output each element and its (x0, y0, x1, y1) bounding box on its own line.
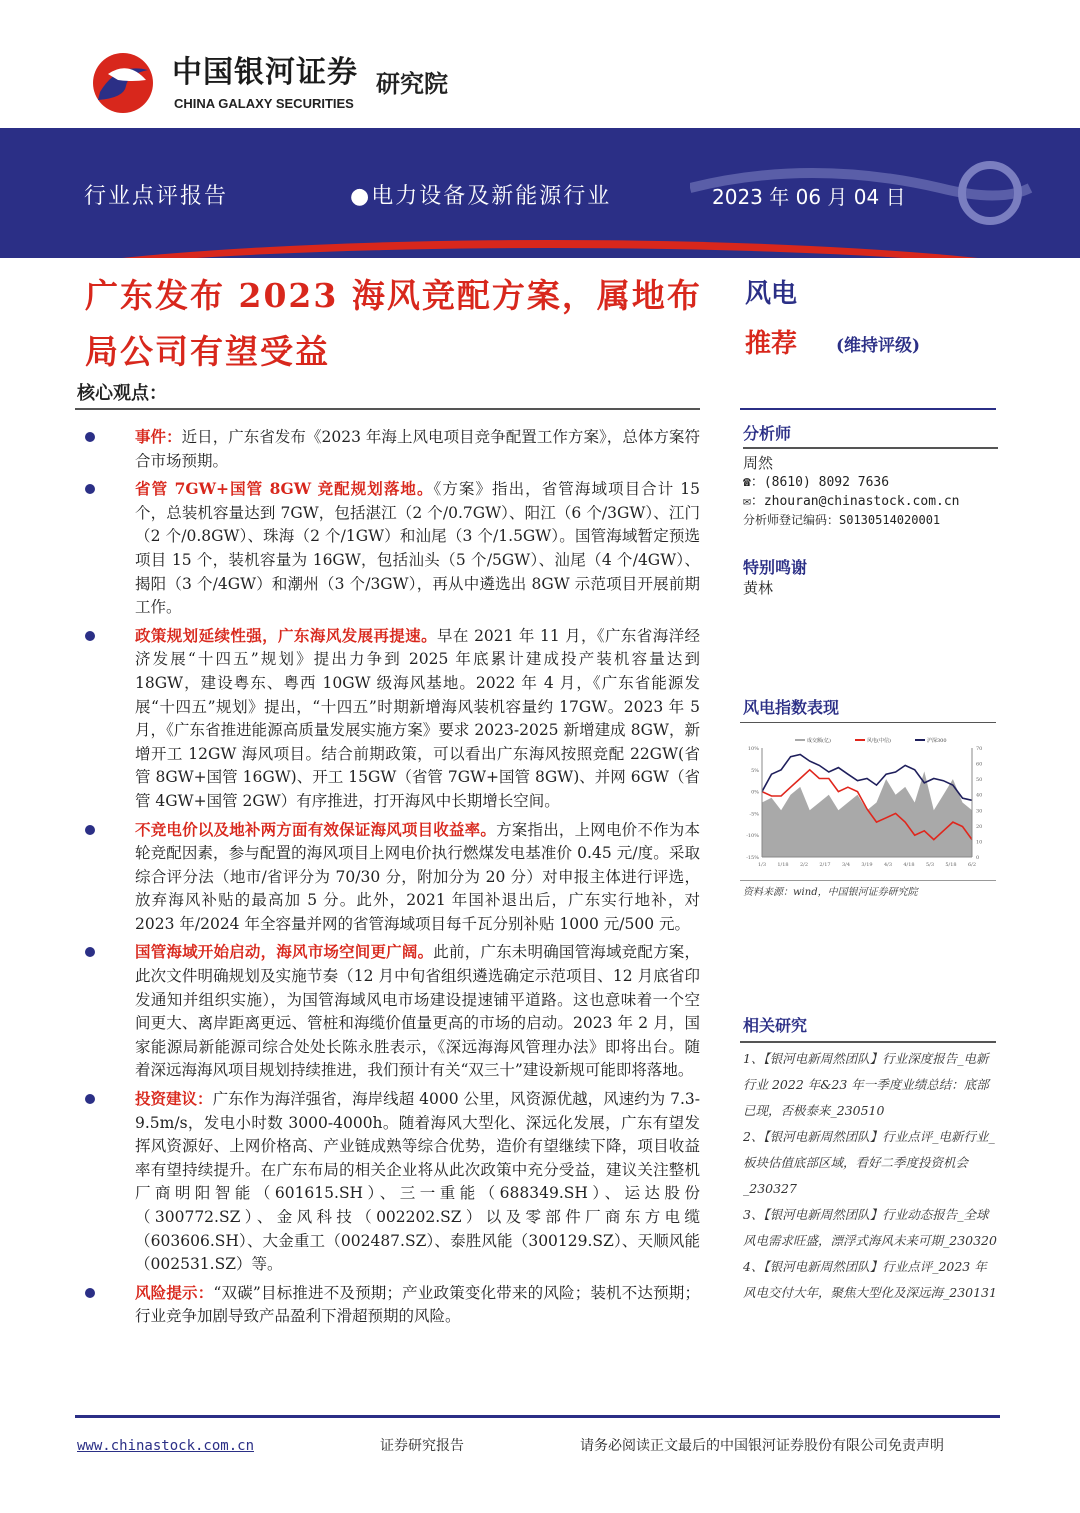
thanks-heading: 特别鸣谢 (743, 558, 808, 577)
core-view-item (85, 624, 700, 814)
wind-index-chart (740, 732, 998, 877)
y-right-tick: 10 (976, 839, 983, 846)
red-curve (0, 240, 1080, 258)
y-left-tick: -5% (749, 811, 759, 818)
rating-note: (维持评级) (836, 336, 921, 356)
bullet-icon (85, 1094, 95, 1104)
legend-label: 风电(中信) (867, 738, 891, 744)
y-right-tick: 60 (976, 761, 983, 768)
related-item[interactable]: 2、【银河电新周然团队】行业点评_电新行业_板块估值底部区域，看好二季度投资机会_230327 (743, 1129, 995, 1196)
core-views-label: 核心观点： (77, 383, 167, 404)
analyst-phone: ：(8610) 8092 7636 (750, 475, 890, 490)
divider (75, 408, 700, 410)
chart-heading: 风电指数表现 (743, 698, 840, 717)
bullet-icon (85, 947, 95, 957)
footer-disclaimer: 请务必阅读正文最后的中国银河证券股份有限公司免责声明 (580, 1438, 944, 1454)
y-left-tick: 0% (751, 789, 759, 796)
x-tick: 2/2 (799, 862, 809, 868)
item-lead: 政策规划延续性强，广东海风发展再提速。 (135, 625, 437, 645)
item-lead: 风险提示： (135, 1282, 214, 1302)
bullet-icon (85, 432, 95, 442)
core-view-item (85, 477, 700, 620)
related-list (743, 1046, 998, 1306)
divider (743, 447, 998, 449)
item-lead: 国管海域开始启动，海风市场空间更广阔。 (135, 942, 434, 962)
x-tick: 4/3 (883, 862, 893, 868)
divider (740, 880, 996, 881)
x-tick: 1/18 (777, 862, 789, 868)
item-lead: 投资建议： (135, 1089, 213, 1109)
item-text: “双碳”目标推进不及预期；产业政策变化带来的风险；装机不达预期；行业竞争加剧导致产品盈利下滑超预期的风险。 (135, 1283, 700, 1326)
item-text: 早在 2021 年 11 月，《广东省海洋经济发展“十四五”规划》提出力争到 2025 年底累计建成投产装机容量达到 18GW，建设粤东、粤西 10GW 级海风基地。2022 年 4 月，《广东省能源发展“十四五”规划》提出，“十四五”时期新增海风装机容量约 17GW。2023 年 5 月，《广东省推进能源高质量发展实施方案》要求 2023-2025 新增建成 8GW，新增开工 12GW 海风项目。结合前期政策，可以看出广东海风按照竞配 22GW(省管 8GW+国管 16GW)、开工 15GW（省管 7GW+国管 8GW)、并网 6GW（省管 4GW+国管 2GW）有序推进，打开海风中长期增长空间。 (135, 626, 700, 810)
y-right-tick: 0 (976, 855, 980, 861)
galaxy-logo-icon (88, 52, 158, 114)
x-tick: 4/18 (903, 862, 915, 868)
x-tick: 3/19 (861, 862, 873, 868)
report-title: 广东发布 2023 海风竞配方案，属地布局公司有望受益 (85, 276, 702, 371)
sector-label: 风电 (745, 279, 798, 309)
rating-label: 推荐 (745, 329, 798, 359)
related-item[interactable]: 4、【银河电新周然团队】行业点评_2023 年风电交付大年，聚焦大型化及深远海_230131 (743, 1259, 997, 1300)
x-tick: 1/3 (757, 862, 767, 868)
chart-source: 资料来源：wind，中国银河证券研究院 (743, 887, 918, 898)
core-view-item (85, 1087, 700, 1277)
legend-label: 成交额(亿) (807, 738, 831, 744)
report-type: 行业点评报告 (84, 184, 229, 209)
y-left-tick: -15% (746, 855, 759, 861)
divider (740, 1041, 996, 1043)
item-text: 《方案》指出，省管海域项目合计 15 个，总装机容量达到 7GW，包括湛江（2 个/0.7GW）、阳江（6 个/3GW）、江门（2 个/0.8GW）、珠海（2 个/1GW）和汕尾（3 个/1.5GW）。国管海域暂定预选项目 15 个，装机容量为 16GW，包括汕头（5 个/5GW）、汕尾（4 个/4GW）、揭阳（3 个/4GW）和潮州（3 个/3GW），再从中遴选出 8GW 示范项目开展前期工作。 (135, 480, 700, 617)
core-view-item (85, 818, 700, 937)
item-lead: 事件： (135, 427, 182, 446)
footer-rule (75, 1415, 1000, 1418)
item-text: 方案指出，上网电价不作为本轮竞配因素，参与配置的海风项目上网电价执行燃煤发电基准价 0.45 元/度。采取综合评分法（地市/省评分为 70/30 分，附加分为 20 分）对申报主体进行评选，放弃海风补贴的最高加 5 分。此外，2021 年国补退出后，广东实行地补，对 2023 年/2024 年全容量并网的省管海域项目每千瓦分别补贴 1000 元/500 元。 (135, 820, 700, 933)
report-header (0, 0, 1080, 128)
bullet-icon (85, 1288, 95, 1298)
x-tick: 2/17 (819, 862, 831, 868)
y-left-tick: 5% (751, 767, 759, 774)
y-left-tick: 10% (747, 746, 759, 752)
company-name-en: CHINA GALAXY SECURITIES (174, 96, 354, 111)
x-tick: 3/4 (841, 862, 851, 868)
item-text: 近日，广东省发布《2023 年海上风电项目竞争配置工作方案》，总体方案符合市场预期。 (135, 428, 700, 470)
institute-label: 研究院 (376, 70, 448, 98)
y-right-tick: 30 (976, 808, 983, 815)
divider (740, 722, 996, 723)
bullet-icon (85, 484, 95, 494)
item-text: 广东作为海洋强省，海岸线超 4000 公里，风资源优越，风速约为 7.3-9.5m/s，发电小时数 3000-4000h。随着海风大型化、深远化发展，广东有望发挥风资源好、上网价格高、产业链成熟等综合优势，造价有望继续下降，项目收益率有望持续提升。在广东布局的相关企业将从此次政策中充分受益，建议关注整机厂商明阳智能（601615.SH）、三一重能（688349.SH）、运达股份（300772.SZ）、金风科技（002202.SZ）以及零部件厂商东方电缆（603606.SH）、大金重工（002487.SZ）、泰胜风能（300129.SZ）、天顺风能（002531.SZ）等。 (135, 1090, 700, 1274)
y-right-tick: 20 (976, 823, 983, 830)
analyst-section (743, 424, 998, 598)
report-date: 2023 年 06 月 04 日 (712, 185, 906, 209)
phone-icon: ☎ (743, 475, 751, 490)
x-tick: 5/18 (945, 862, 957, 868)
thanks-name: 黄林 (743, 579, 774, 597)
related-item[interactable]: 1、【银河电新周然团队】行业深度报告_电新行业 2022 年&23 年一季度业绩总结：底部已现，否极泰来_230510 (743, 1051, 989, 1118)
divider (740, 408, 996, 410)
item-lead: 省管 7GW+国管 8GW 竞配规划落地。 (135, 479, 434, 499)
legend-label: 沪深300 (927, 738, 947, 744)
core-views-list (85, 425, 700, 1333)
bullet-icon (85, 825, 95, 835)
industry-label: ●电力设备及新能源行业 (350, 184, 612, 209)
report-band (0, 128, 1080, 258)
footer-center: 证券研究报告 (380, 1438, 464, 1454)
x-tick: 5/3 (925, 862, 935, 868)
core-view-item (85, 1281, 700, 1329)
email-icon: ✉ (743, 494, 751, 509)
footer-url[interactable]: www.chinastock.com.cn (77, 1438, 255, 1454)
bullet-icon (85, 631, 95, 641)
y-right-tick: 40 (976, 792, 983, 799)
y-right-tick: 70 (976, 746, 983, 752)
related-item[interactable]: 3、【银河电新周然团队】行业动态报告_全球风电需求旺盛，漂浮式海风未来可期_230320 (743, 1207, 997, 1248)
core-view-item (85, 940, 700, 1083)
y-left-tick: -10% (746, 833, 759, 840)
analyst-email[interactable]: ：zhouran@chinastock.com.cn (750, 494, 960, 509)
item-text: 此前，广东未明确国管海域竞配方案，此次文件明确规划及实施节奏（12 月中旬省组织遴选确定示范项目、12 月底省印发通知并组织实施），为国管海域风电市场建设提速铺平道路。这也意味着一个空间更大、离岸距离更远、管桩和海缆价值量更高的市场的启动。2023 年 2 月，国家能源局新能源司综合处处长陈永胜表示，《深远海海风管理办法》即将出台。随着深远海海风项目规划持续推进，我们预计有关“双三十”建设新规可能即将落地。 (135, 943, 700, 1080)
analyst-heading: 分析师 (743, 424, 792, 443)
analyst-name: 周然 (743, 454, 774, 472)
analyst-reg: 分析师登记编码：S0130514020001 (743, 513, 941, 527)
company-name-cn: 中国银河证券 (172, 55, 358, 90)
related-heading: 相关研究 (743, 1016, 808, 1035)
y-right-tick: 50 (976, 777, 983, 784)
core-view-item (85, 425, 700, 473)
item-lead: 不竞电价以及地补两方面有效保证海风项目收益率。 (135, 819, 497, 839)
x-tick: 6/2 (967, 862, 977, 868)
